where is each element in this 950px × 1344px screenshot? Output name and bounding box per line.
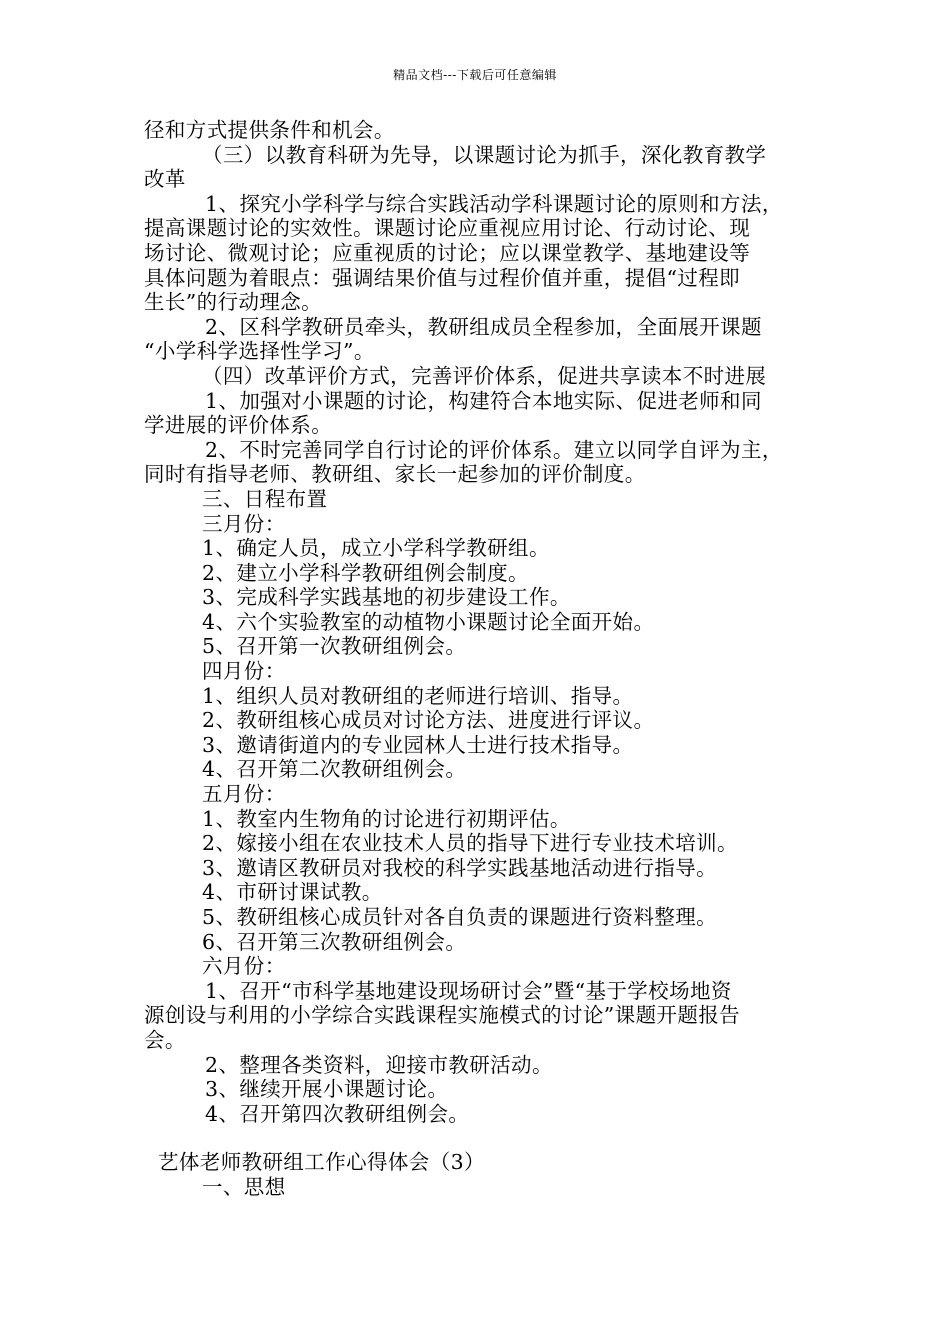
list-item: 2、整理各类资料，迎接市教研活动。 [205, 1052, 553, 1077]
list-item: 2、教研组核心成员对讨论方法、进度进行评议。 [202, 708, 655, 733]
list-item: 1、教室内生物角的讨论进行初期评估。 [202, 806, 571, 831]
list-item: 4、市研讨课试教。 [202, 880, 383, 905]
page-header: 精品文档---下载后可任意编辑 [393, 68, 557, 82]
list-item: 3、邀请街道内的专业园林人士进行技术指导。 [202, 732, 634, 757]
month-heading: 三月份： [202, 511, 286, 536]
paragraph-line: 源创设与利用的小学综合实践课程实施模式的讨论”课题开题报告 [144, 1003, 741, 1028]
list-item: 2、不时完善同学自行讨论的评价体系。建立以同学自评为主， [205, 437, 783, 462]
list-item: 3、邀请区教研员对我校的科学实践基地活动进行指导。 [202, 855, 718, 880]
list-item: 1、加强对小课题的讨论，构建符合本地实际、促进老师和同 [205, 388, 762, 413]
blank-line [144, 1126, 824, 1150]
list-item: 2、嫁接小组在农业技术人员的指导下进行专业技术培训。 [202, 831, 738, 856]
month-heading: 六月份： [202, 954, 286, 979]
section-heading: （四）改革评价方式，完善评价体系，促进共享读本不时进展 [202, 363, 767, 388]
list-item: 4、六个实验教室的动植物小课题讨论全面开始。 [202, 609, 655, 634]
list-item: 4、召开第四次教研组例会。 [205, 1101, 470, 1126]
paragraph-line: 学进展的评价体系。 [144, 413, 333, 438]
section-heading: 一、思想 [202, 1174, 286, 1199]
paragraph-line: 具体问题为着眼点：强调结果价值与过程价值并重，提倡“过程即 [144, 265, 741, 290]
list-item: 1、探究小学科学与综合实践活动学科课题讨论的原则和方法， [205, 191, 783, 216]
paragraph-line: 提高课题讨论的实效性。课题讨论应重视应用讨论、行动讨论、现 [144, 216, 751, 241]
list-item: 6、召开第三次教研组例会。 [202, 929, 467, 954]
list-item: 3、继续开展小课题讨论。 [205, 1077, 449, 1102]
list-item: 2、建立小学科学教研组例会制度。 [202, 560, 529, 585]
list-item: 1、组织人员对教研组的老师进行培训、指导。 [202, 683, 634, 708]
paragraph-line: 径和方式提供条件和机会。 [144, 118, 395, 142]
list-item: 1、召开“市科学基地建设现场研讨会”暨“基于学校场地资 [205, 978, 732, 1003]
list-item: 3、完成科学实践基地的初步建设工作。 [202, 585, 571, 610]
paragraph-line: 改革 [144, 167, 186, 192]
paragraph-line: “小学科学选择性学习”。 [144, 339, 375, 364]
paragraph-line: 场讨论、微观讨论；应重视质的讨论；应以课堂教学、基地建设等 [144, 240, 751, 265]
list-item: 1、确定人员，成立小学科学教研组。 [202, 536, 550, 561]
paragraph-line: 同时有指导老师、教研组、家长一起参加的评价制度。 [144, 462, 646, 487]
list-item: 5、召开第一次教研组例会。 [202, 634, 467, 659]
list-item: 2、区科学教研员牵头，教研组成员全程参加，全面展开课题 [205, 314, 762, 339]
paragraph-line: 生长”的行动理念。 [144, 290, 323, 315]
month-heading: 四月份： [202, 659, 286, 684]
section-heading: 三、日程布置 [202, 486, 328, 511]
paragraph-line: 会。 [144, 1027, 186, 1052]
list-item: 5、教研组核心成员针对各自负责的课题进行资料整理。 [202, 905, 718, 929]
article-title: 艺体老师教研组工作心得体会（3） [158, 1150, 485, 1175]
section-heading: （三）以教育科研为先导，以课题讨论为抓手，深化教育教学 [202, 142, 767, 167]
document-body [144, 118, 824, 1200]
month-heading: 五月份： [202, 782, 286, 807]
list-item: 4、召开第二次教研组例会。 [202, 757, 467, 782]
